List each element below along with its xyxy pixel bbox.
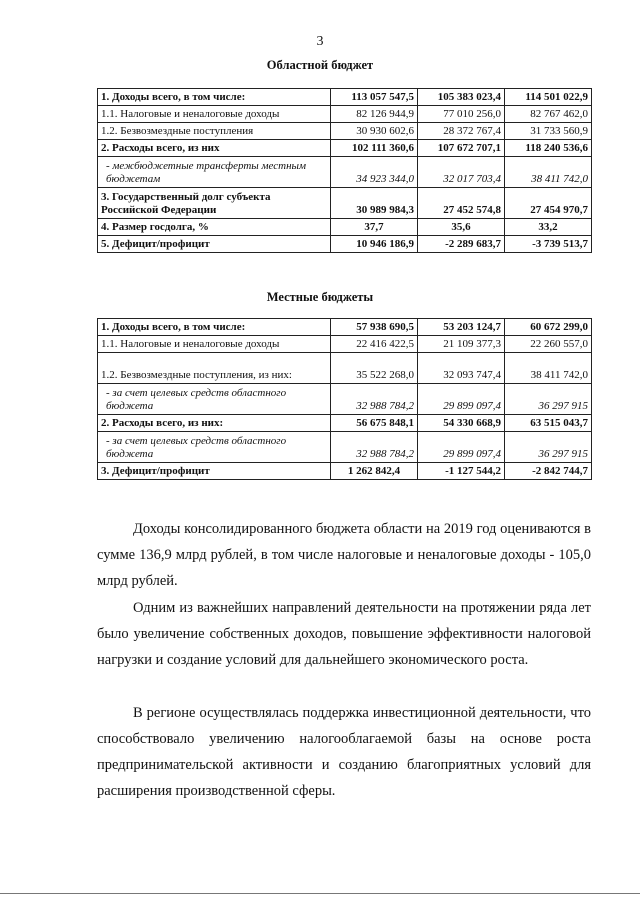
row-label: - за счет целевых средств областного бюджета [98, 432, 331, 463]
paragraph-consolidated-revenue: Доходы консолидированного бюджета области на 2019 год оцениваются в сумме 136,9 млрд рублей, в том числе налоговые и неналоговые доходы - 105,0 млрд рублей. [97, 521, 591, 589]
value-cell: 35 522 268,0 [331, 353, 418, 384]
row-label: 2. Расходы всего, из них [98, 140, 331, 157]
value-cell: 82 767 462,0 [505, 106, 592, 123]
table-row [98, 336, 592, 353]
value-cell: 34 923 344,0 [331, 157, 418, 188]
value-cell: 21 109 377,3 [418, 336, 505, 353]
table-row [98, 188, 592, 219]
value-cell: 36 297 915 [505, 384, 592, 415]
value-cell: 22 416 422,5 [331, 336, 418, 353]
value-cell: 32 017 703,4 [418, 157, 505, 188]
value-cell: 22 260 557,0 [505, 336, 592, 353]
value-cell: 32 988 784,2 [331, 432, 418, 463]
value-cell: 28 372 767,4 [418, 123, 505, 140]
row-label: 2. Расходы всего, из них: [98, 415, 331, 432]
row-label: 3. Дефицит/профицит [98, 463, 331, 480]
value-cell: 1 262 842,4 [331, 463, 418, 480]
value-cell: 53 203 124,7 [418, 319, 505, 336]
table-row [98, 123, 592, 140]
value-cell: 107 672 707,1 [418, 140, 505, 157]
value-cell: 27 454 970,7 [505, 188, 592, 219]
value-cell: 57 938 690,5 [331, 319, 418, 336]
paragraph-investment: В регионе осуществлялась поддержка инвестиционной деятельности, что способствовало увеличению налогооблагаемой базы на основе роста предпринимательской активности и созданию благоприятных условий для расширения производственной сферы. [97, 705, 591, 799]
value-cell: -3 739 513,7 [505, 236, 592, 253]
table-row [98, 319, 592, 336]
table-row [98, 219, 592, 236]
value-cell: 118 240 536,6 [505, 140, 592, 157]
value-cell: 30 989 984,3 [331, 188, 418, 219]
value-cell: 56 675 848,1 [331, 415, 418, 432]
value-cell: 32 093 747,4 [418, 353, 505, 384]
regional-budget-table [97, 88, 592, 253]
value-cell: 60 672 299,0 [505, 319, 592, 336]
page-number: 3 [316, 34, 324, 49]
value-cell: 113 057 547,5 [331, 89, 418, 106]
value-cell: 77 010 256,0 [418, 106, 505, 123]
value-cell: -1 127 544,2 [418, 463, 505, 480]
row-label: 3. Государственный долг субъекта Российской Федерации [98, 188, 331, 219]
value-cell: 30 930 602,6 [331, 123, 418, 140]
regional-budget-title: Областной бюджет [266, 58, 374, 72]
value-cell: -2 842 744,7 [505, 463, 592, 480]
local-budgets-table [97, 318, 592, 480]
row-label: 1.2. Безвозмездные поступления [98, 123, 331, 140]
row-label: - межбюджетные трансферты местным бюджетам [98, 157, 331, 188]
value-cell: 29 899 097,4 [418, 432, 505, 463]
value-cell: 37,7 [331, 219, 418, 236]
page-bottom-rule [0, 893, 640, 894]
row-label: 1.2. Безвозмездные поступления, из них: [98, 353, 331, 384]
row-label: 5. Дефицит/профицит [98, 236, 331, 253]
value-cell: 82 126 944,9 [331, 106, 418, 123]
table-row [98, 106, 592, 123]
value-cell: 54 330 668,9 [418, 415, 505, 432]
table-row [98, 463, 592, 480]
value-cell: 35,6 [418, 219, 505, 236]
value-cell: 32 988 784,2 [331, 384, 418, 415]
value-cell: 33,2 [505, 219, 592, 236]
value-cell: 63 515 043,7 [505, 415, 592, 432]
value-cell: 114 501 022,9 [505, 89, 592, 106]
value-cell: 102 111 360,6 [331, 140, 418, 157]
row-label: 1. Доходы всего, в том числе: [98, 89, 331, 106]
row-label: 1.1. Налоговые и неналоговые доходы [98, 106, 331, 123]
value-cell: 38 411 742,0 [505, 157, 592, 188]
table-row [98, 140, 592, 157]
value-cell: 36 297 915 [505, 432, 592, 463]
value-cell: 10 946 186,9 [331, 236, 418, 253]
value-cell: 29 899 097,4 [418, 384, 505, 415]
row-label: 1.1. Налоговые и неналоговые доходы [98, 336, 331, 353]
table-row [98, 353, 592, 384]
table-row [98, 236, 592, 253]
row-label: 1. Доходы всего, в том числе: [98, 319, 331, 336]
table-row [98, 384, 592, 415]
row-label: - за счет целевых средств областного бюджета [98, 384, 331, 415]
value-cell: 31 733 560,9 [505, 123, 592, 140]
table-row [98, 89, 592, 106]
table-row [98, 415, 592, 432]
table-row [98, 157, 592, 188]
row-label: 4. Размер госдолга, % [98, 219, 331, 236]
local-budgets-title: Местные бюджеты [266, 290, 374, 304]
value-cell: 105 383 023,4 [418, 89, 505, 106]
table-row [98, 432, 592, 463]
paragraph-own-revenue: Одним из важнейших направлений деятельности на протяжении ряда лет было увеличение собственных доходов, повышение эффективности налоговой нагрузки и создание условий для дальнейшего экономического роста. [97, 600, 591, 668]
value-cell: -2 289 683,7 [418, 236, 505, 253]
value-cell: 38 411 742,0 [505, 353, 592, 384]
value-cell: 27 452 574,8 [418, 188, 505, 219]
